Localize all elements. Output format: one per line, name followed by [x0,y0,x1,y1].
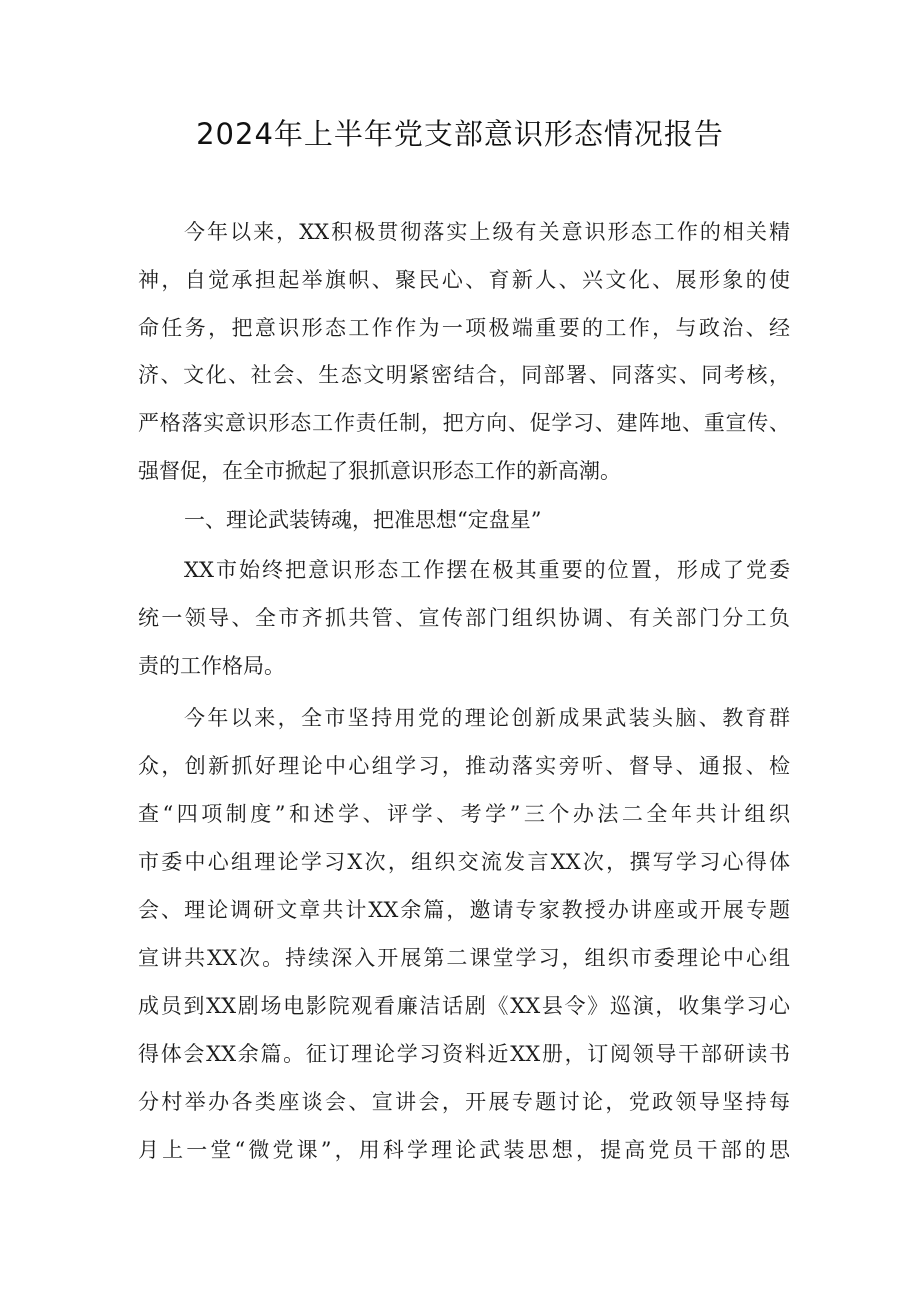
section-heading-1: 一、理论武装铸魂，把准思想“定盘星” [184,508,542,532]
paragraph-1-line-6: 强督促，在全市掀起了狠抓意识形态工作的新高潮。 [138,459,621,483]
document-title: 2024年上半年党支部意识形态情况报告 [196,117,724,151]
paragraph-1-line-2: 神，自觉承担起举旗帜、聚民心、育新人、兴文化、展形象的使 [138,268,790,292]
paragraph-1-line-5: 严格落实意识形态工作责任制，把方向、促学习、建阵地、重宣传、 [138,411,790,435]
paragraph-3-line-4: 市委中心组理论学习X次，组织交流发言XX次，撰写学习心得体 [138,850,790,874]
paragraph-3-line-3: 查“四项制度”和述学、评学、考学”三个办法二全年共计组织 [138,802,790,826]
paragraph-1-line-1: 今年以来，XX积极贯彻落实上级有关意识形态工作的相关精 [184,220,790,244]
paragraph-1-line-3: 命任务，把意识形态工作作为一项极端重要的工作，与政治、经 [138,316,790,340]
paragraph-3-line-8: 得体会XX余篇。征订理论学习资料近XX册，订阅领导干部研读书 [138,1042,790,1066]
paragraph-3-line-1: 今年以来，全市坚持用党的理论创新成果武装头脑、教育群 [184,706,790,730]
paragraph-3-line-9: 分村举办各类座谈会、宣讲会，开展专题讨论，党政领导坚持每 [138,1090,790,1114]
paragraph-2-line-3: 责的工作格局。 [138,654,285,678]
paragraph-3-line-7: 成员到XX剧场电影院观看廉洁话剧《XX县令》巡演，收集学习心 [138,994,790,1018]
paragraph-2-line-1: XX市始终把意识形态工作摆在极其重要的位置，形成了党委 [184,558,790,582]
paragraph-3-line-6: 宣讲共XX次。持续深入开展第二课堂学习，组织市委理论中心组 [138,946,790,970]
paragraph-3-line-10: 月上一堂“微党课”，用科学理论武装思想，提高党员干部的思 [138,1138,790,1162]
paragraph-3-line-2: 众，创新抓好理论中心组学习，推动落实旁听、督导、通报、检 [138,754,790,778]
paragraph-3-line-5: 会、理论调研文章共计XX余篇，邀请专家教授办讲座或开展专题 [138,898,790,922]
paragraph-1-line-4: 济、文化、社会、生态文明紧密结合，同部署、同落实、同考核， [138,363,790,387]
paragraph-2-line-2: 统一领导、全市齐抓共管、宣传部门组织协调、有关部门分工负 [138,606,790,630]
